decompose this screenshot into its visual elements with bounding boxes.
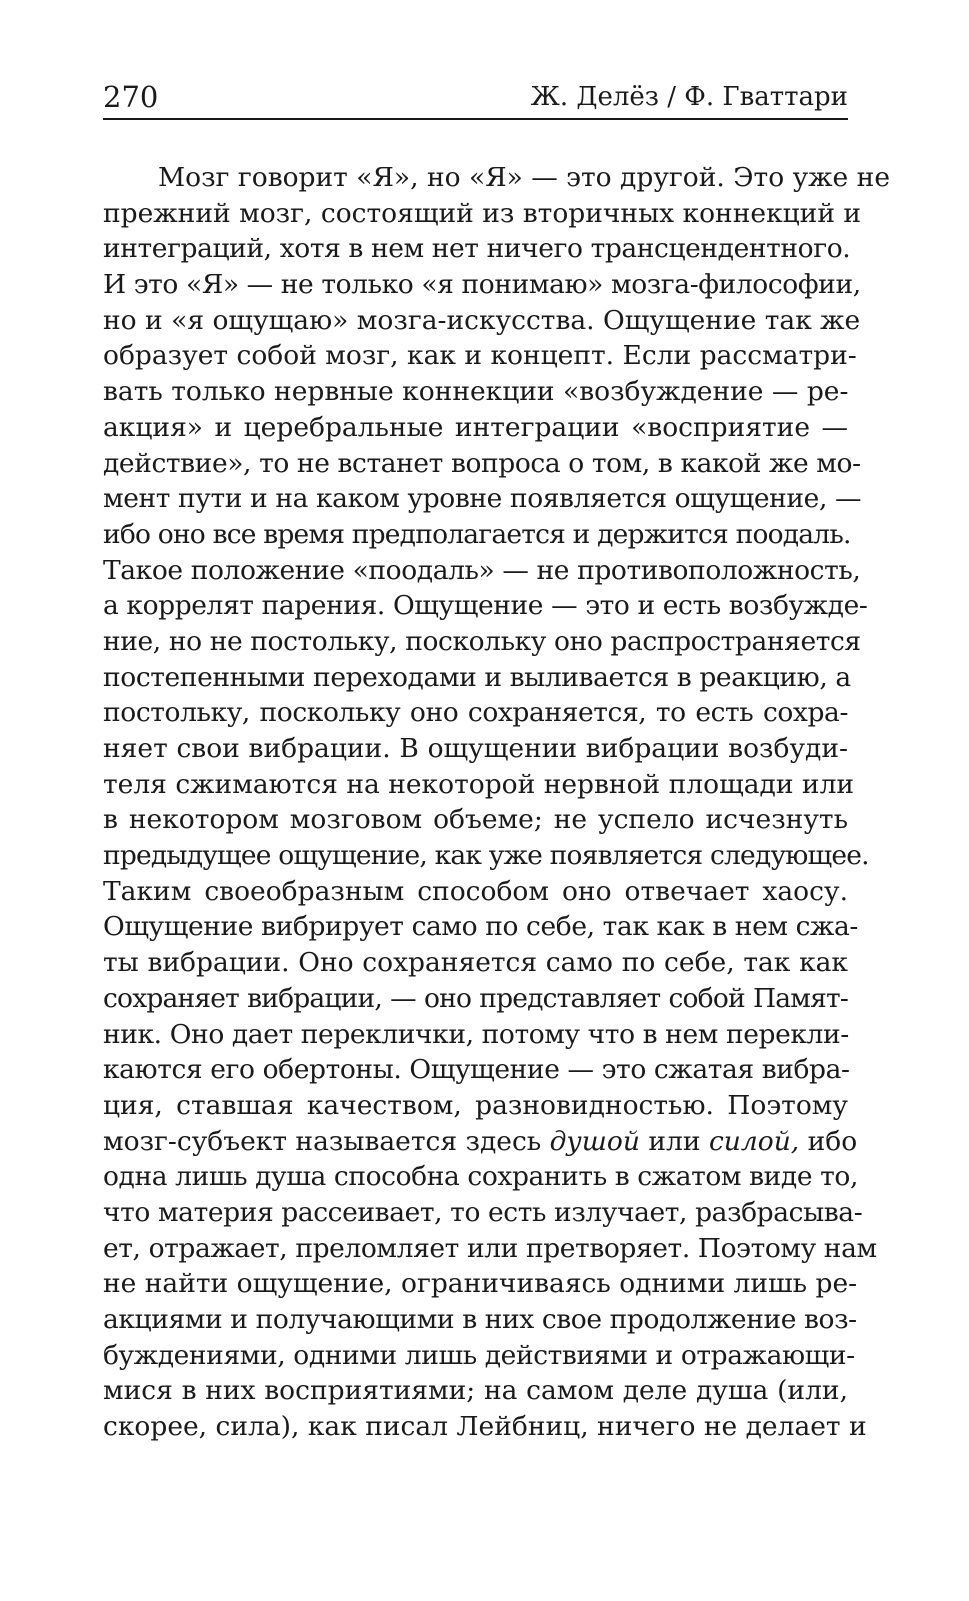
- paragraph-line: ние, но не постольку, поскольку оно распространяется: [103, 625, 861, 657]
- paragraph-line: няет свои вибрации. В ощущении вибрации возбуди-: [103, 733, 848, 764]
- line-text: ибо: [799, 1125, 858, 1157]
- paragraph-line: Ощущение вибрирует само по себе, так как в нем сжа-: [103, 911, 858, 943]
- paragraph-line: постольку, поскольку оно сохраняется, то есть сохра-: [103, 697, 848, 729]
- paragraph-line: одна лишь душа способна сохранить в сжатом виде то,: [103, 1161, 858, 1193]
- paragraph-line: мися в них восприятиями; на самом деле душа (или,: [103, 1375, 848, 1407]
- paragraph-line: ция, ставшая качеством, разновидностью. Поэтому: [103, 1089, 848, 1121]
- paragraph-line: но и «я ощущаю» мозга-искусства. Ощущение так же: [103, 304, 861, 336]
- paragraph-line: ет, отражает, преломляет или претворяет. Поэтому нам: [103, 1232, 877, 1264]
- paragraph-line: ник. Оно дает переклички, потому что в нем перекли-: [103, 1018, 849, 1050]
- paragraph-line: акциями и получающими в них свое продолжение воз-: [103, 1304, 857, 1335]
- book-page: [103, 70, 890, 1443]
- running-head: [103, 70, 848, 120]
- emphasis-text: душой: [549, 1125, 640, 1157]
- paragraph-line: а коррелят парения. Ощущение — это и есть возбужде-: [103, 590, 868, 622]
- paragraph-line: предыдущее ощущение, как уже появляется следующее.: [103, 840, 869, 872]
- paragraph-line: ибо оно все время предполагается и держится поодаль.: [103, 518, 851, 550]
- paragraph-line: Таким своеобразным способом оно отвечает хаосу.: [103, 875, 848, 907]
- paragraph-line: постепенными переходами и выливается в реакцию, а: [103, 661, 851, 693]
- paragraph-line: Мозг говорит «Я», но «Я» — это другой. Это уже не: [158, 162, 890, 193]
- line-text: или: [639, 1125, 709, 1157]
- paragraph-line: прежний мозг, состоящий из вторичных коннекций и: [103, 197, 862, 229]
- paragraph-line: в некотором мозговом объеме; не успело исчезнуть: [103, 804, 848, 836]
- paragraph-line: что материя рассеивает, то есть излучает, разбрасыва-: [103, 1196, 863, 1228]
- paragraph-line: не найти ощущение, ограничиваясь одними лишь ре-: [103, 1268, 858, 1300]
- paragraph-line: вать только нервные коннекции «возбуждение — ре-: [103, 376, 849, 408]
- paragraph-line: интеграций, хотя в нем нет ничего трансцендентного.: [103, 233, 851, 265]
- paragraph-line: образует собой мозг, как и концепт. Если рассматри-: [103, 340, 857, 372]
- paragraph-line-with-emphasis: [103, 1124, 858, 1160]
- paragraph-line: сохраняет вибрации, — оно представляет собой Памят-: [103, 982, 848, 1014]
- paragraph-line: Такое положение «поодаль» — не противоположность,: [103, 554, 861, 586]
- paragraph-line: каются его обертоны. Ощущение — это сжатая вибра-: [103, 1054, 850, 1086]
- emphasis-text: силой,: [708, 1125, 800, 1157]
- paragraph-line: скорее, сила), как писал Лейбниц, ничего не делает и: [103, 1411, 867, 1443]
- paragraph-line: ты вибрации. Оно сохраняется само по себе, так как: [103, 947, 848, 979]
- paragraph-line: мент пути и на каком уровне появляется ощущение, —: [103, 483, 862, 515]
- page-number: 270: [103, 80, 159, 114]
- paragraph-line: акция» и церебральные интеграции «восприятие —: [103, 411, 848, 443]
- line-text: мозг-субъект называется здесь: [103, 1125, 550, 1157]
- body-text: [103, 160, 890, 1445]
- paragraph-line: И это «Я» — не только «я понимаю» мозга-философии,: [103, 269, 861, 301]
- paragraph-line: буждениями, одними лишь действиями и отражающи-: [103, 1339, 855, 1371]
- paragraph-line: теля сжимаются на некоторой нервной площади или: [103, 768, 855, 800]
- paragraph-line: действие», то не встанет вопроса о том, в какой же мо-: [103, 447, 861, 479]
- header-authors: Ж. Делёз / Ф. Гваттари: [530, 82, 848, 112]
